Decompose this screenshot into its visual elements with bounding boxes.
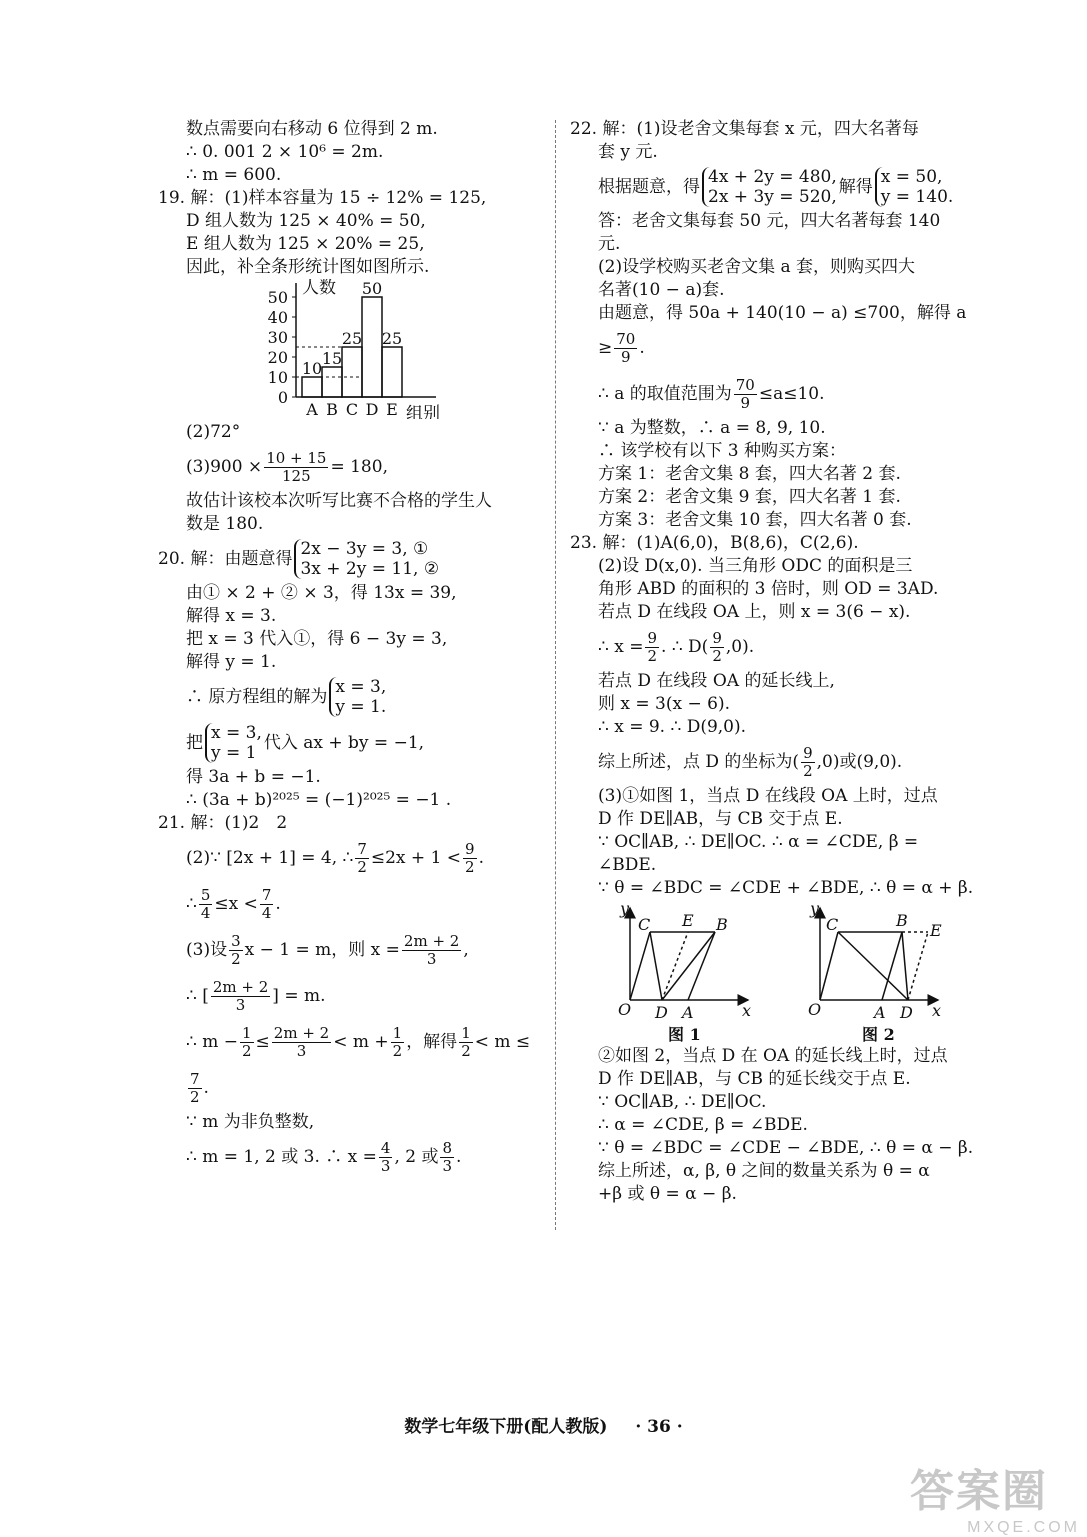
- category-label: A: [306, 400, 318, 419]
- equation-system: x = 3, y = 1.: [329, 677, 386, 717]
- q19-line: 19. 解：(1)样本容量为 15 ÷ 12% = 125,: [158, 188, 487, 208]
- q23-line: (2)设 D(x,0). 当三角形 ODC 的面积是三: [598, 556, 913, 576]
- page-number: · 36 ·: [635, 1417, 683, 1437]
- segment-BA: [688, 932, 715, 1000]
- q22-line: 元.: [598, 234, 621, 254]
- svg-text:A: A: [874, 1003, 886, 1022]
- q20-line: 把 x = 3, y = 1 代入 ax + by = −1,: [186, 723, 425, 763]
- q23-line: ∵ θ = ∠BDC = ∠CDE − ∠BDE, ∴ θ = α − β.: [598, 1138, 974, 1158]
- watermark-text: 答案圈: [910, 1466, 1048, 1517]
- q21-line: (3)设 $\frac{3}{2}$ x − 1 = m，则 x = $\frac{2m + 2}{3}$ ,: [186, 931, 469, 968]
- q21-line: ∴ [ $\frac{2m + 2}{3}$ ] = m.: [186, 977, 326, 1014]
- q23-line: +β 或 θ = α − β.: [598, 1184, 737, 1204]
- y-tick-label: 30: [267, 328, 288, 347]
- left-column: [158, 118, 540, 1180]
- bar-chart: [248, 279, 540, 419]
- svg-text:O: O: [618, 1000, 632, 1019]
- q22-line: 方案 2：老舍文集 9 套，四大名著 1 套.: [598, 487, 901, 507]
- q19-line: 数是 180.: [186, 514, 264, 534]
- q20-line: ∴ (3a + b)²⁰²⁵ = (−1)²⁰²⁵ = −1 .: [186, 790, 452, 810]
- q19-line: (2)72°: [186, 422, 241, 442]
- data-label: 10: [301, 359, 323, 378]
- q22-line: 套 y 元.: [598, 142, 658, 162]
- bar-B: [322, 367, 342, 397]
- equation-system: x = 3, y = 1: [205, 723, 262, 763]
- y-tick-label: 0: [277, 388, 288, 407]
- bar-chart-svg: [248, 279, 528, 419]
- watermark-url: MXQE.COM: [967, 1519, 1080, 1536]
- q23-line: 角形 ABD 的面积的 3 倍时，则 OD = 3AD.: [598, 579, 939, 599]
- q20-line: 由① × 2 + ② × 3，得 13x = 39,: [186, 583, 457, 603]
- svg-text:B: B: [716, 915, 728, 934]
- svg-text:D: D: [900, 1003, 913, 1022]
- q20-line: ∴ 原方程组的解为 x = 3, y = 1.: [186, 677, 387, 717]
- figure-2-labels: [808, 900, 942, 1022]
- q23-line: ∴ x = 9. ∴ D(9,0).: [598, 717, 747, 737]
- category-label: B: [326, 400, 338, 419]
- q21-line: (2)∵ [2x + 1] = 4, ∴ $\frac{7}{2}$ ≤2x + 1 < $\frac{9}{2}$ .: [186, 839, 484, 876]
- category-label: E: [386, 400, 398, 419]
- q19-line: 因此，补全条形统计图如图所示.: [186, 257, 430, 277]
- q20-line: 解得 x = 3.: [186, 606, 277, 626]
- y-tick-label: 50: [267, 288, 288, 307]
- q23-line: D 作 DE∥AB，与 CB 交于点 E.: [598, 809, 843, 829]
- category-label: D: [365, 400, 379, 419]
- text-line: 数点需要向右移动 6 位得到 2 m.: [186, 119, 438, 139]
- q23-line: ∴ α = ∠CDE, β = ∠BDE.: [598, 1115, 808, 1135]
- q22-line: 名著(10 − a)套.: [598, 280, 725, 300]
- segment-CD: [650, 932, 662, 1000]
- q22-line: 答：老舍文集每套 50 元，四大名著每套 140: [598, 211, 941, 231]
- q22-line: ∴ 该学校有以下 3 种购买方案：: [598, 441, 847, 461]
- svg-text:B: B: [896, 911, 908, 930]
- q20-line: 解得 y = 1.: [186, 652, 277, 672]
- y-tick-label: 20: [267, 348, 288, 367]
- q20-line: 把 x = 3 代入①，得 6 − 3y = 3,: [186, 629, 448, 649]
- footer-title: 数学七年级下册(配人教版): [404, 1417, 608, 1437]
- q21-line: ∴ m − $\frac{1}{2}$ ≤ $\frac{2m + 2}{3}$ < m + $\frac{1}{2}$ ，解得 $\frac{1}{2}$ < m ≤: [186, 1023, 531, 1060]
- segment-OC: [630, 932, 650, 1000]
- column-divider: [555, 120, 556, 1230]
- equation-system: 2x − 3y = 3, ① 3x + 2y = 11, ②: [294, 539, 439, 579]
- right-column: [570, 118, 974, 1206]
- figure-1-labels: [618, 900, 751, 1022]
- bar-C: [342, 347, 362, 397]
- svg-text:O: O: [808, 1000, 822, 1019]
- text-line: ∴ 0. 001 2 × 10⁶ = 2m.: [186, 142, 384, 162]
- segment-DB: [662, 932, 715, 1000]
- fraction: $\frac{10 + 15}{125}$: [266, 448, 327, 485]
- q23-line: ∠BDE.: [598, 855, 657, 875]
- y-tick-label: 40: [267, 308, 288, 327]
- svg-text:D: D: [655, 1003, 668, 1022]
- q23-line: 综上所述，点 D 的坐标为( $\frac{9}{2}$ ,0)或(9,0).: [598, 743, 903, 780]
- svg-text:C: C: [826, 915, 839, 934]
- q21-line: ∴ $\frac{5}{4}$ ≤x < $\frac{7}{4}$ .: [186, 885, 281, 922]
- q22-line: ∵ a 为整数，∴ a = 8, 9, 10.: [598, 418, 826, 438]
- data-label: 15: [321, 349, 343, 368]
- svg-text:x: x: [742, 1001, 752, 1020]
- watermark-logo: [910, 1455, 1080, 1536]
- q21-line: 21. 解：(1)2 2: [158, 813, 288, 833]
- segment-DE: [662, 932, 688, 1000]
- svg-text:A: A: [682, 1003, 694, 1022]
- text-line: ∴ m = 600.: [186, 165, 282, 185]
- bar-A: [302, 377, 322, 397]
- figure-1-caption: 图 1: [668, 1025, 701, 1044]
- q23-line: ②如图 2，当点 D 在 OA 的延长线上时，过点: [598, 1046, 948, 1066]
- q21-line: ∴ m = 1, 2 或 3. ∴ x = $\frac{4}{3}$ , 2 或 $\frac{8}{3}$ .: [186, 1138, 462, 1175]
- q23-line: D 作 DE∥AB，与 CB 的延长线交于点 E.: [598, 1069, 911, 1089]
- q20-line: 20. 解：由题意得 2x − 3y = 3, ① 3x + 2y = 11, ②: [158, 539, 440, 579]
- data-label: 50: [361, 279, 383, 298]
- q22-line: 22. 解：(1)设老舍文集每套 x 元，四大名著每: [570, 119, 919, 139]
- q22-line: 由题意，得 50a + 140(10 − a) ≤700，解得 a: [598, 303, 967, 323]
- y-axis-label: 人数: [302, 279, 336, 298]
- geometry-figures: [570, 900, 960, 1045]
- x-axis-label: 组别: [406, 404, 440, 419]
- q21-line: ∵ m 为非负整数,: [186, 1112, 315, 1132]
- q23-line: 综上所述，α, β, θ 之间的数量关系为 θ = α: [598, 1161, 930, 1181]
- bar-E: [382, 347, 402, 397]
- svg-text:C: C: [638, 915, 651, 934]
- q19-line: E 组人数为 125 × 20% = 25,: [186, 234, 425, 254]
- q22-line: 根据题意，得 4x + 2y = 480, 2x + 3y = 520, 解得 x = 50, y = 140.: [598, 167, 954, 207]
- q19-line: 故估计该校本次听写比赛不合格的学生人: [186, 491, 492, 511]
- q20-line: 得 3a + b = −1.: [186, 767, 321, 787]
- q23-line: 23. 解：(1)A(6,0)，B(8,6)，C(2,6).: [570, 533, 859, 553]
- q22-line: (2)设学校购买老舍文集 a 套，则购买四大: [598, 257, 916, 277]
- page-footer: [0, 1412, 1087, 1437]
- data-label: 25: [381, 329, 403, 348]
- q23-line: (3)①如图 1，当点 D 在线段 OA 上时，过点: [598, 786, 938, 806]
- svg-text:x: x: [932, 1001, 942, 1020]
- q23-line: 若点 D 在线段 OA 的延长线上,: [598, 671, 835, 691]
- q23-line: 若点 D 在线段 OA 上，则 x = 3(6 − x).: [598, 602, 911, 622]
- y-tick-label: 10: [267, 368, 288, 387]
- q21-line: $\frac{7}{2}$ .: [190, 1069, 209, 1106]
- q22-line: 方案 3：老舍文集 10 套，四大名著 0 套.: [598, 510, 912, 530]
- category-label: C: [345, 400, 359, 419]
- bar-D: [362, 297, 382, 397]
- data-label: 25: [341, 329, 363, 348]
- q23-line: ∵ OC∥AB, ∴ DE∥OC. ∴ α = ∠CDE, β =: [598, 832, 919, 852]
- svg-text:y: y: [810, 900, 820, 918]
- svg-text:E: E: [930, 921, 942, 940]
- q22-line: ≥ $\frac{70}{9}$ .: [598, 329, 645, 366]
- figure-2-caption: 图 2: [862, 1025, 895, 1044]
- q22-line: 方案 1：老舍文集 8 套，四大名著 2 套.: [598, 464, 901, 484]
- q23-line: ∵ OC∥AB, ∴ DE∥OC.: [598, 1092, 767, 1112]
- q23-line: 则 x = 3(x − 6).: [598, 694, 730, 714]
- q23-line: ∴ x = $\frac{9}{2}$ . ∴ D( $\frac{9}{2}$ ,0).: [598, 628, 755, 665]
- geometry-figures-svg: [570, 900, 960, 1045]
- q22-line: ∴ a 的取值范围为 $\frac{70}{9}$ ≤a≤10.: [598, 375, 825, 412]
- svg-text:y: y: [620, 900, 630, 918]
- q19-line: (3)900 × $\frac{10 + 15}{125}$ = 180,: [186, 448, 388, 485]
- svg-text:E: E: [682, 911, 694, 930]
- q23-line: ∵ θ = ∠BDC = ∠CDE + ∠BDE, ∴ θ = α + β.: [598, 878, 974, 898]
- q19-line: D 组人数为 125 × 40% = 50,: [186, 211, 426, 231]
